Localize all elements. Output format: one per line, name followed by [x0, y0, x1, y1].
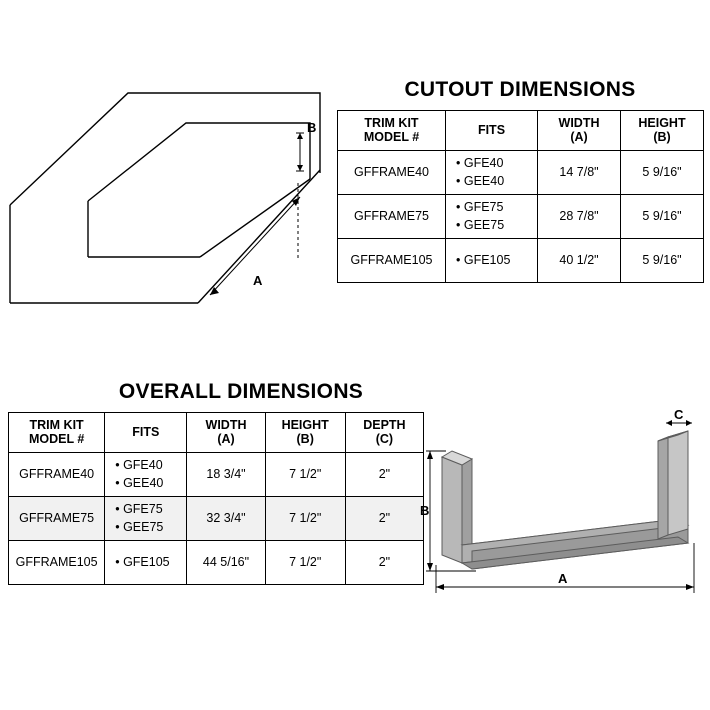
overall-dimensions-section — [8, 380, 424, 585]
column-header-model: TRIM KIT MODEL # — [338, 111, 446, 151]
cell-height: 5 9/16" — [621, 238, 704, 282]
fits-bullet-item: • GEE40 — [456, 174, 505, 189]
cell-width: 40 1/2" — [538, 238, 621, 282]
frame-label-a: A — [558, 571, 568, 586]
fits-bullet-item: • GFE105 — [456, 253, 511, 268]
cell-fits — [446, 238, 538, 282]
cell-depth: 2" — [345, 452, 423, 496]
cell-width: 32 3/4" — [187, 496, 265, 540]
column-header-model: TRIM KIT MODEL # — [9, 413, 105, 453]
cell-model: GFFRAME105 — [9, 540, 105, 584]
overall-dimensions-title: OVERALL DIMENSIONS — [118, 380, 364, 403]
table-row — [9, 540, 424, 584]
fits-bullet-item: • GEE75 — [115, 520, 164, 535]
cell-model: GFFRAME40 — [9, 452, 105, 496]
cell-model: GFFRAME40 — [338, 150, 446, 194]
cell-width: 18 3/4" — [187, 452, 265, 496]
fits-bullet-item: • GEE75 — [456, 218, 505, 233]
overall-dimensions-table — [8, 412, 424, 585]
frame-label-c: C — [674, 407, 684, 422]
cell-height: 5 9/16" — [621, 150, 704, 194]
cell-width: 14 7/8" — [538, 150, 621, 194]
cutout-label-a: A — [253, 273, 263, 288]
table-row — [9, 452, 424, 496]
frame-label-b: B — [420, 503, 430, 518]
fits-bullet-item: • GFE105 — [115, 555, 170, 570]
cutout-label-b: B — [307, 120, 317, 135]
cell-model: GFFRAME75 — [338, 194, 446, 238]
column-header-height: HEIGHT (B) — [265, 413, 345, 453]
table-header-row — [338, 111, 704, 151]
fits-bullet-item: • GFE40 — [456, 156, 504, 171]
table-header-row — [9, 413, 424, 453]
cutout-diagram — [0, 75, 330, 325]
cell-width: 44 5/16" — [187, 540, 265, 584]
fits-bullet-item: • GFE40 — [115, 458, 163, 473]
fits-bullet-item: • GFE75 — [456, 200, 504, 215]
cell-fits — [446, 150, 538, 194]
table-row — [338, 238, 704, 282]
cell-fits — [105, 540, 187, 584]
table-row — [338, 194, 704, 238]
column-header-depth: DEPTH (C) — [345, 413, 423, 453]
cutout-dimensions-title: CUTOUT DIMENSIONS — [404, 78, 636, 101]
cell-width: 28 7/8" — [538, 194, 621, 238]
cell-height: 7 1/2" — [265, 496, 345, 540]
table-row — [338, 150, 704, 194]
cutout-dimensions-table — [337, 110, 704, 283]
column-header-fits: FITS — [105, 413, 187, 453]
cell-fits — [446, 194, 538, 238]
column-header-height: HEIGHT (B) — [621, 111, 704, 151]
column-header-width: WIDTH (A) — [538, 111, 621, 151]
cell-depth: 2" — [345, 540, 423, 584]
column-header-width: WIDTH (A) — [187, 413, 265, 453]
cell-height: 5 9/16" — [621, 194, 704, 238]
column-header-fits: FITS — [446, 111, 538, 151]
trim-kit-diagram — [420, 407, 708, 605]
cell-height: 7 1/2" — [265, 540, 345, 584]
cell-fits — [105, 452, 187, 496]
cutout-dimensions-section — [337, 78, 703, 283]
fits-bullet-item: • GEE40 — [115, 476, 164, 491]
cell-depth: 2" — [345, 496, 423, 540]
cell-model: GFFRAME75 — [9, 496, 105, 540]
cell-model: GFFRAME105 — [338, 238, 446, 282]
table-row — [9, 496, 424, 540]
fits-bullet-item: • GFE75 — [115, 502, 163, 517]
cell-fits — [105, 496, 187, 540]
cell-height: 7 1/2" — [265, 452, 345, 496]
